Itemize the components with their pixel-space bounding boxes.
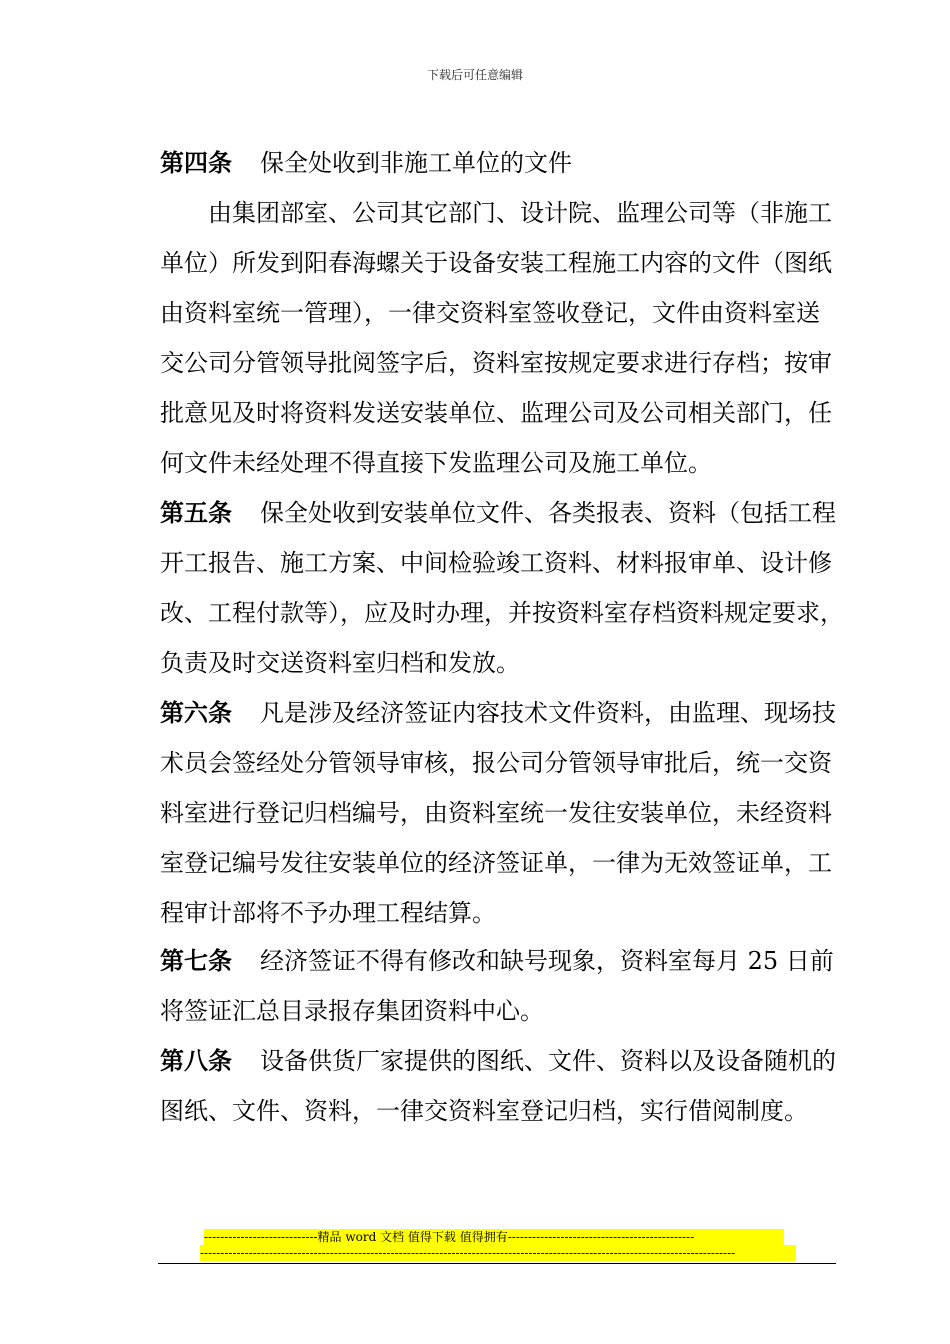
- article-7-title-line: [160, 946, 834, 976]
- article-4-line-5: 批意见及时将资料发送安装单位、监理公司及公司相关部门，任: [160, 399, 832, 427]
- article-4-line-6: 何文件未经处理不得直接下发监理公司及施工单位。: [160, 449, 712, 477]
- article-8-number: 第八条: [160, 1046, 232, 1075]
- article-7-line-1: 将签证汇总目录报存集团资料中心。: [160, 997, 544, 1025]
- page-header: 下载后可任意编辑: [426, 68, 523, 82]
- footer-banner-line-1: ----------------------------精品 word 文档 值得下载 值得拥有----------------------------------------------: [204, 1229, 784, 1245]
- article-8-line-1: 图纸、文件、资料，一律交资料室登记归档，实行借阅制度。: [160, 1097, 808, 1125]
- article-6-line-4: 程审计部将不予办理工程结算。: [160, 899, 496, 927]
- article-5-line-3: 负责及时交送资料室归档和发放。: [160, 649, 520, 677]
- footer-rule: [158, 1263, 836, 1264]
- article-5-number: 第五条: [160, 498, 232, 527]
- article-4-line-1: 由集团部室、公司其它部门、设计院、监理公司等（非施工: [208, 199, 832, 227]
- article-7-line-0: 经济签证不得有修改和缺号现象，资料室每月 25 日前: [260, 947, 834, 975]
- article-6-line-2: 料室进行登记归档编号，由资料室统一发往安装单位，未经资料: [160, 799, 832, 827]
- article-8-title-line: [160, 1046, 836, 1076]
- article-5-line-2: 改、工程付款等），应及时办理，并按资料室存档资料规定要求，: [160, 599, 844, 627]
- article-4-title-line: [160, 148, 572, 178]
- article-5-title-line: [160, 498, 836, 528]
- article-4-line-2: 单位）所发到阳春海螺关于设备安装工程施工内容的文件（图纸: [160, 249, 832, 277]
- article-4-line-3: 由资料室统一管理），一律交资料室签收登记，文件由资料室送: [160, 299, 820, 327]
- article-7-number: 第七条: [160, 946, 232, 975]
- article-6-number: 第六条: [160, 698, 232, 727]
- article-6-line-3: 室登记编号发往安装单位的经济签证单，一律为无效签证单，工: [160, 849, 832, 877]
- article-6-line-0: 凡是涉及经济签证内容技术文件资料，由监理、现场技: [260, 699, 836, 727]
- article-8-line-0: 设备供货厂家提供的图纸、文件、资料以及设备随机的: [260, 1047, 836, 1075]
- article-6-line-1: 术员会签经处分管领导审核，报公司分管领导审批后，统一交资: [160, 749, 832, 777]
- footer-banner-line-2: ------------------------------------------------------------------------------------------------------------------------------------: [200, 1245, 796, 1261]
- article-6-title-line: [160, 698, 836, 728]
- article-4-number: 第四条: [160, 148, 232, 177]
- article-5-line-1: 开工报告、施工方案、中间检验竣工资料、材料报审单、设计修: [160, 549, 832, 577]
- article-4-heading: 保全处收到非施工单位的文件: [260, 149, 572, 177]
- article-5-line-0: 保全处收到安装单位文件、各类报表、资料（包括工程: [260, 499, 836, 527]
- article-4-line-4: 交公司分管领导批阅签字后，资料室按规定要求进行存档；按审: [160, 349, 832, 377]
